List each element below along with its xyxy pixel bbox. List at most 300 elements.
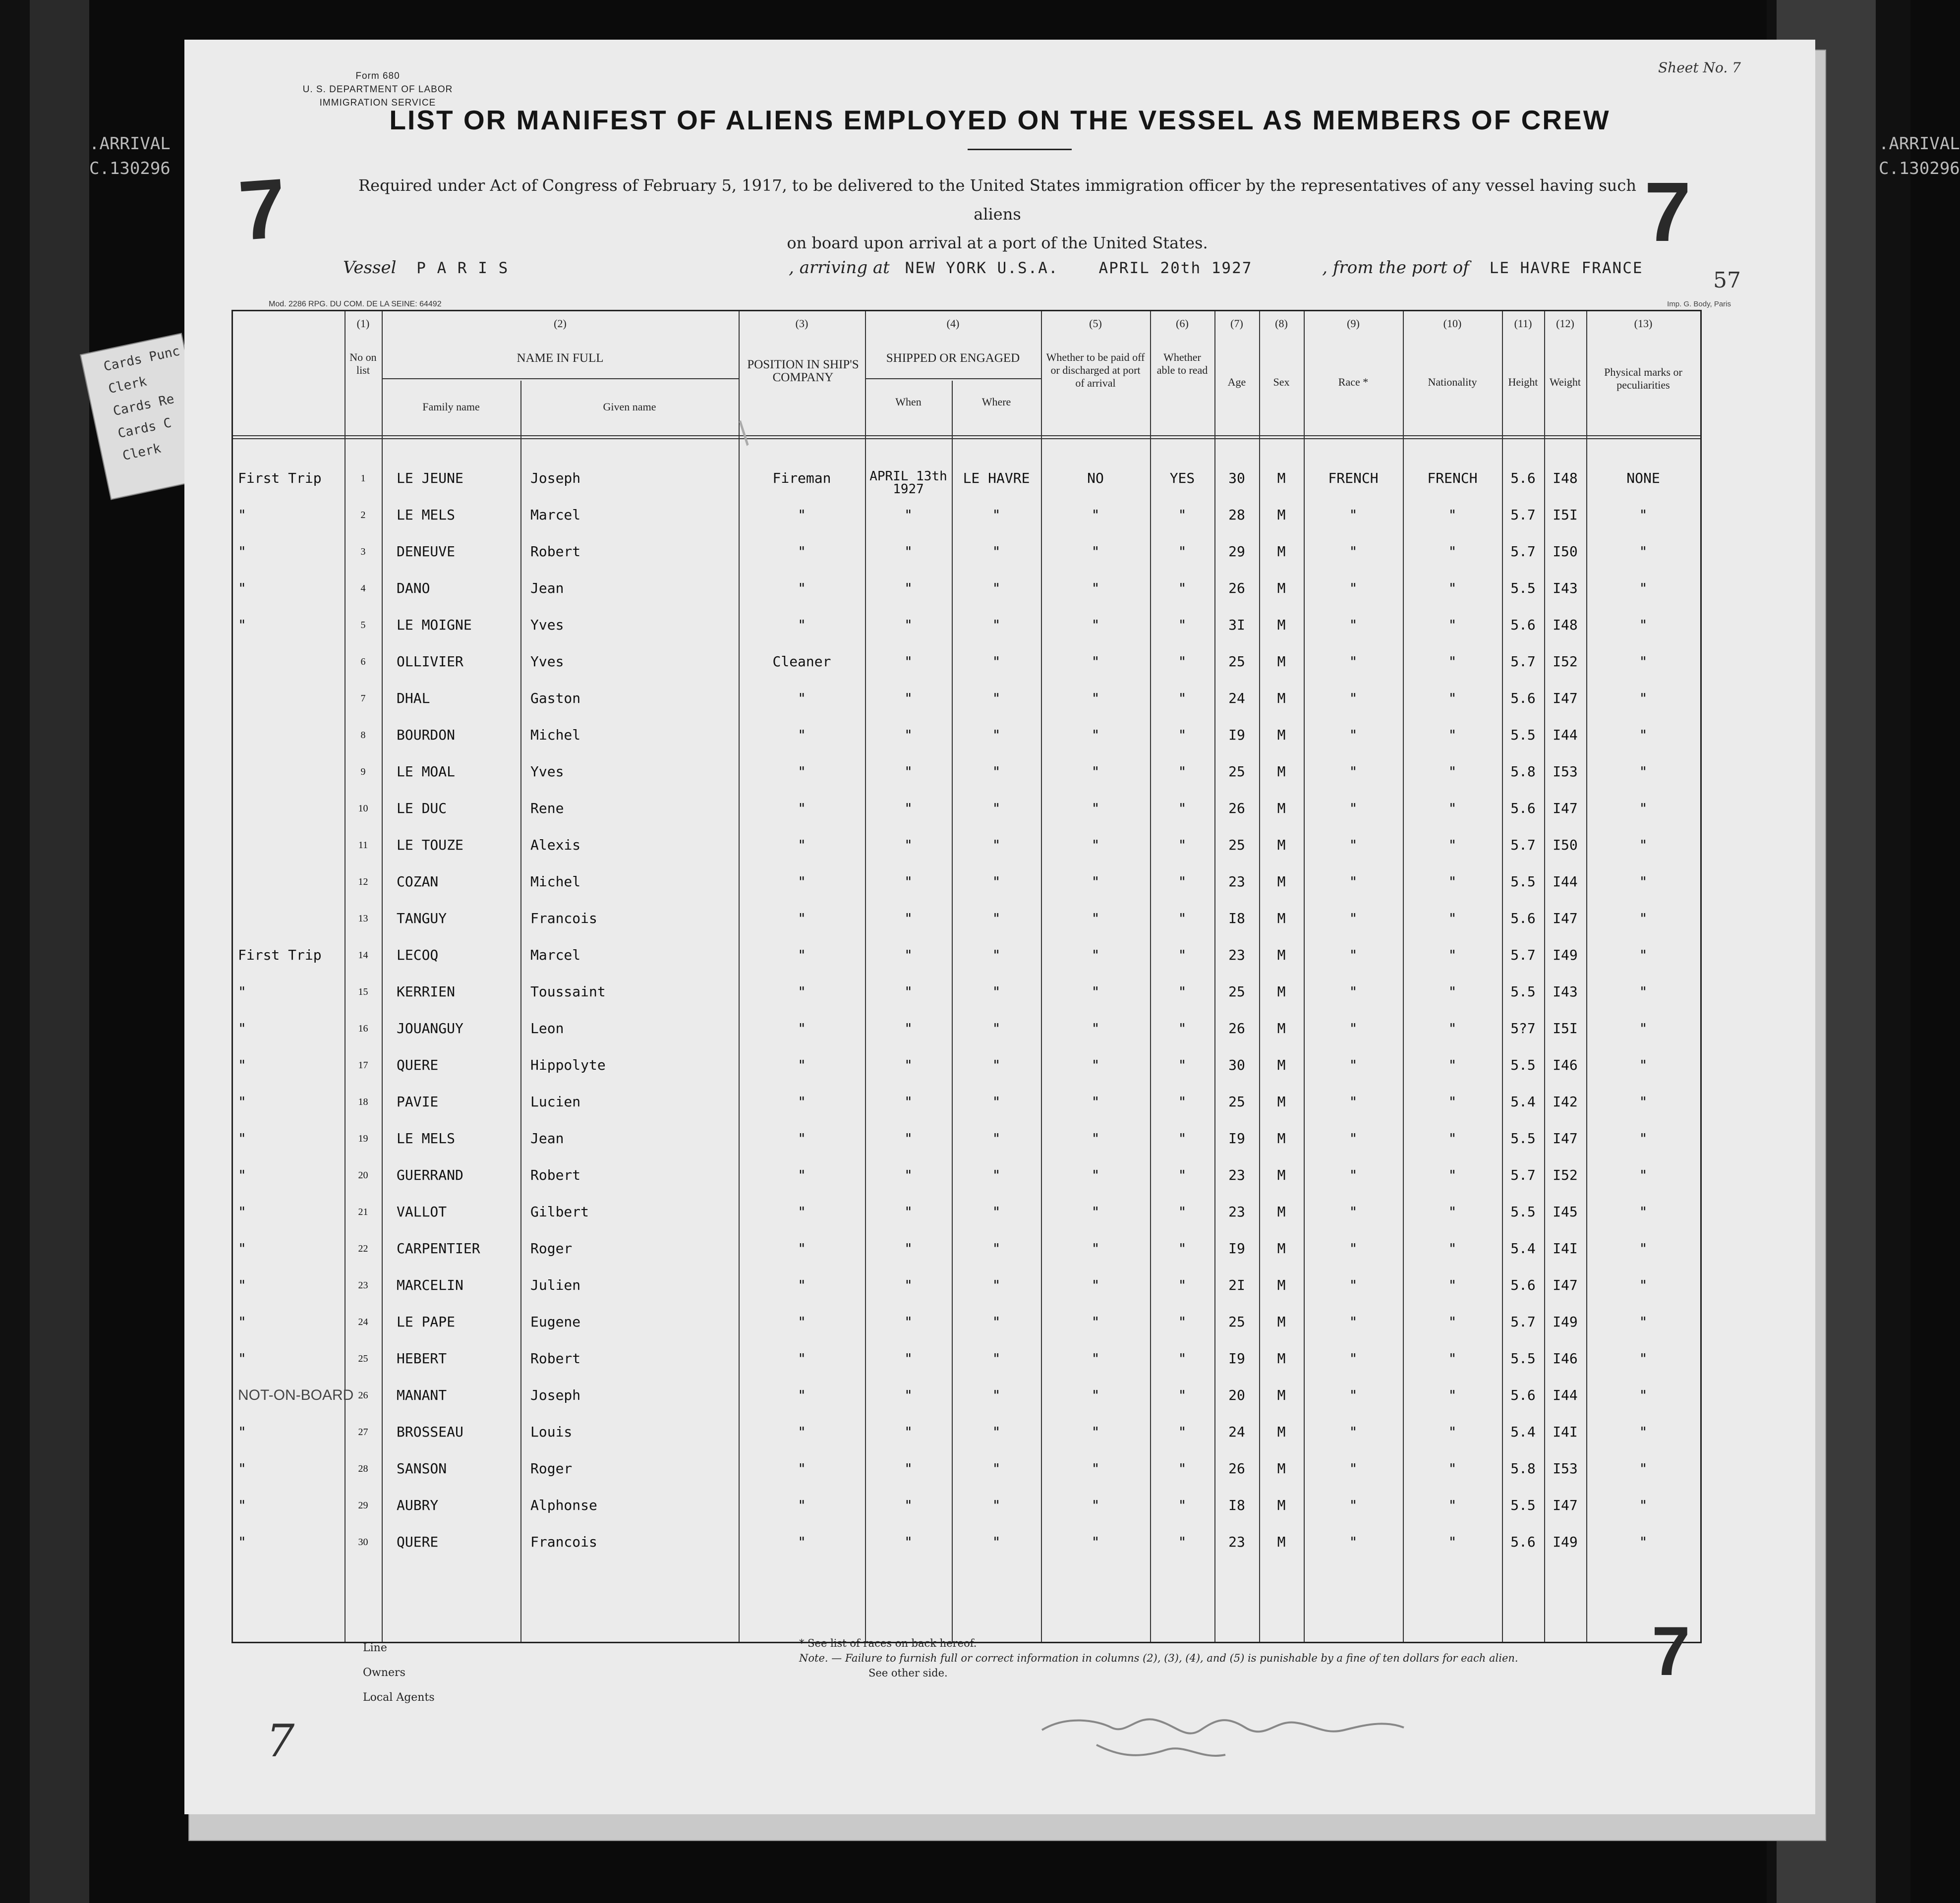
row-number: 26 bbox=[358, 1390, 368, 1401]
age: 25 bbox=[1228, 763, 1245, 780]
weight: I47 bbox=[1553, 910, 1578, 926]
nationality: " bbox=[1448, 653, 1457, 670]
position: " bbox=[798, 1460, 806, 1477]
sex: M bbox=[1277, 983, 1286, 1000]
paid-off: " bbox=[1091, 653, 1100, 670]
shipped-where: " bbox=[992, 800, 1001, 816]
able-to-read: " bbox=[1178, 947, 1187, 963]
race: " bbox=[1349, 1020, 1358, 1037]
able-to-read: " bbox=[1178, 837, 1187, 853]
weight: I53 bbox=[1553, 763, 1578, 780]
race: " bbox=[1349, 1497, 1358, 1513]
shipped-where: " bbox=[992, 1020, 1001, 1037]
shipped-where: " bbox=[992, 1314, 1001, 1330]
header-height: Height bbox=[1508, 376, 1538, 388]
able-to-read: " bbox=[1178, 1314, 1187, 1330]
physical-marks: " bbox=[1639, 910, 1648, 926]
row-number: 22 bbox=[358, 1243, 368, 1254]
sex: M bbox=[1277, 1277, 1286, 1293]
race: " bbox=[1349, 653, 1358, 670]
given-name: Roger bbox=[530, 1460, 573, 1477]
race: " bbox=[1349, 837, 1358, 853]
table-row bbox=[233, 1167, 1700, 1202]
race: " bbox=[1349, 580, 1358, 596]
paid-off: " bbox=[1091, 873, 1100, 890]
physical-marks: " bbox=[1639, 1534, 1648, 1550]
service-name: IMMIGRATION SERVICE bbox=[319, 98, 436, 108]
row-number: 29 bbox=[358, 1500, 368, 1511]
row-number: 10 bbox=[358, 803, 368, 814]
physical-marks: " bbox=[1639, 1130, 1648, 1147]
shipped-where: " bbox=[992, 1497, 1001, 1513]
paid-off: " bbox=[1091, 727, 1100, 743]
shipped-when: " bbox=[904, 800, 913, 816]
position: " bbox=[798, 1057, 806, 1073]
nationality: " bbox=[1448, 727, 1457, 743]
family-name: CARPENTIER bbox=[397, 1240, 480, 1257]
trip-note: NOT-ON-BOARD bbox=[238, 1387, 354, 1403]
sex: M bbox=[1277, 910, 1286, 926]
weight: I49 bbox=[1553, 947, 1578, 963]
table-row bbox=[233, 1130, 1700, 1165]
weight: I5I bbox=[1553, 507, 1578, 523]
trip-note: " bbox=[238, 1240, 246, 1257]
race: " bbox=[1349, 763, 1358, 780]
weight: I5I bbox=[1553, 1020, 1578, 1037]
nationality: " bbox=[1448, 837, 1457, 853]
table-row bbox=[233, 1350, 1700, 1385]
trip-note: " bbox=[238, 1424, 246, 1440]
trip-note: First Trip bbox=[238, 470, 322, 486]
table-row bbox=[233, 763, 1700, 798]
nationality: " bbox=[1448, 763, 1457, 780]
height: 5.5 bbox=[1510, 727, 1536, 743]
shipped-where: " bbox=[992, 1204, 1001, 1220]
height: 5.7 bbox=[1510, 947, 1536, 963]
height: 5.7 bbox=[1510, 837, 1536, 853]
nationality: " bbox=[1448, 507, 1457, 523]
weight: I46 bbox=[1553, 1057, 1578, 1073]
family-name: SANSON bbox=[397, 1460, 447, 1477]
position: " bbox=[798, 1204, 806, 1220]
given-name: Gilbert bbox=[530, 1204, 589, 1220]
able-to-read: " bbox=[1178, 983, 1187, 1000]
header-race: Race * bbox=[1338, 376, 1369, 388]
shipped-where: " bbox=[992, 983, 1001, 1000]
sheet-value: 7 bbox=[1732, 59, 1741, 76]
paid-off: " bbox=[1091, 1534, 1100, 1550]
sex: M bbox=[1277, 1314, 1286, 1330]
shipped-when: " bbox=[904, 1534, 913, 1550]
given-name: Louis bbox=[530, 1424, 573, 1440]
page-number: 57 bbox=[1713, 268, 1741, 293]
sex: M bbox=[1277, 653, 1286, 670]
trip-note: " bbox=[238, 1534, 246, 1550]
sex: M bbox=[1277, 507, 1286, 523]
height: 5.6 bbox=[1510, 1277, 1536, 1293]
sex: M bbox=[1277, 1057, 1286, 1073]
nationality: " bbox=[1448, 1497, 1457, 1513]
physical-marks: " bbox=[1639, 1240, 1648, 1257]
age: 23 bbox=[1228, 1167, 1245, 1183]
col-number: (5) bbox=[1089, 317, 1102, 330]
nationality: " bbox=[1448, 1094, 1457, 1110]
family-name: DANO bbox=[397, 580, 430, 596]
sex: M bbox=[1277, 1020, 1286, 1037]
height: 5.5 bbox=[1510, 1204, 1536, 1220]
header-bottom-rule bbox=[233, 438, 1700, 439]
table-row bbox=[233, 727, 1700, 761]
height: 5?7 bbox=[1510, 1020, 1536, 1037]
weight: I50 bbox=[1553, 543, 1578, 560]
trip-note: " bbox=[238, 507, 246, 523]
race: FRENCH bbox=[1328, 470, 1379, 486]
family-name: MANANT bbox=[397, 1387, 447, 1403]
header-bottom-rule bbox=[233, 435, 1700, 436]
given-name: Robert bbox=[530, 543, 581, 560]
weight: I49 bbox=[1553, 1534, 1578, 1550]
position: " bbox=[798, 983, 806, 1000]
position: " bbox=[798, 507, 806, 523]
header-sex: Sex bbox=[1273, 376, 1290, 388]
table-row bbox=[233, 1277, 1700, 1312]
paid-off: " bbox=[1091, 910, 1100, 926]
nationality: " bbox=[1448, 1167, 1457, 1183]
col-number: (3) bbox=[795, 317, 808, 330]
row-number: 7 bbox=[360, 693, 366, 704]
given-name: Robert bbox=[530, 1350, 581, 1367]
paid-off: " bbox=[1091, 580, 1100, 596]
nationality: " bbox=[1448, 1204, 1457, 1220]
arriving-label: , arriving at bbox=[789, 258, 890, 278]
header-given-name: Given name bbox=[603, 401, 656, 413]
shipped-where: " bbox=[992, 763, 1001, 780]
sex: M bbox=[1277, 1094, 1286, 1110]
table-row bbox=[233, 617, 1700, 651]
header-weight: Weight bbox=[1550, 376, 1581, 388]
position: " bbox=[798, 1534, 806, 1550]
nationality: " bbox=[1448, 1534, 1457, 1550]
nationality: " bbox=[1448, 1240, 1457, 1257]
col-number: (9) bbox=[1347, 317, 1360, 330]
corner-number: 7 bbox=[1652, 1612, 1690, 1690]
position: " bbox=[798, 910, 806, 926]
big-number-right: 7 bbox=[1644, 165, 1691, 259]
age: 24 bbox=[1228, 1424, 1245, 1440]
nationality: " bbox=[1448, 800, 1457, 816]
family-name: LE MOIGNE bbox=[397, 617, 472, 633]
trip-note: " bbox=[238, 617, 246, 633]
able-to-read: " bbox=[1178, 1277, 1187, 1293]
paid-off: " bbox=[1091, 1204, 1100, 1220]
able-to-read: " bbox=[1178, 1057, 1187, 1073]
age: 24 bbox=[1228, 690, 1245, 706]
owners-label: Owners bbox=[363, 1667, 405, 1679]
family-name: QUERE bbox=[397, 1057, 439, 1073]
from-port: LE HAVRE FRANCE bbox=[1489, 259, 1643, 277]
table-row bbox=[233, 1497, 1700, 1532]
trip-note: " bbox=[238, 1167, 246, 1183]
physical-marks: " bbox=[1639, 800, 1648, 816]
given-name: Jean bbox=[530, 580, 564, 596]
family-name: GUERRAND bbox=[397, 1167, 463, 1183]
shipped-where: " bbox=[992, 507, 1001, 523]
card-line: Cards C bbox=[116, 415, 173, 442]
family-name: HEBERT bbox=[397, 1350, 447, 1367]
age: 23 bbox=[1228, 873, 1245, 890]
shipped-where: " bbox=[992, 1130, 1001, 1147]
paid-off: " bbox=[1091, 1424, 1100, 1440]
height: 5.6 bbox=[1510, 1534, 1536, 1550]
paid-off: " bbox=[1091, 543, 1100, 560]
table-row bbox=[233, 1094, 1700, 1128]
sex: M bbox=[1277, 617, 1286, 633]
physical-marks: " bbox=[1639, 690, 1648, 706]
trip-note: " bbox=[238, 1130, 246, 1147]
shipped-when: " bbox=[904, 617, 913, 633]
table-row bbox=[233, 1314, 1700, 1348]
family-name: LE MELS bbox=[397, 1130, 456, 1147]
physical-marks: " bbox=[1639, 763, 1648, 780]
shipped-when: " bbox=[904, 727, 913, 743]
height: 5.6 bbox=[1510, 690, 1536, 706]
age: 25 bbox=[1228, 983, 1245, 1000]
physical-marks: " bbox=[1639, 727, 1648, 743]
position: " bbox=[798, 763, 806, 780]
row-number: 20 bbox=[358, 1170, 368, 1181]
department-name: U. S. DEPARTMENT OF LABOR bbox=[302, 84, 453, 95]
trip-note: " bbox=[238, 543, 246, 560]
race: " bbox=[1349, 1204, 1358, 1220]
physical-marks: " bbox=[1639, 580, 1648, 596]
physical-marks: " bbox=[1639, 507, 1648, 523]
shipped-when: " bbox=[904, 837, 913, 853]
vessel-name: P A R I S bbox=[416, 259, 509, 277]
row-number: 18 bbox=[358, 1096, 368, 1107]
given-name: Yves bbox=[530, 617, 564, 633]
given-name: Joseph bbox=[530, 470, 581, 486]
col-number: (11) bbox=[1514, 317, 1532, 330]
weight: I52 bbox=[1553, 653, 1578, 670]
subtitle-line-2: on board upon arrival at a port of the United States. bbox=[787, 233, 1208, 252]
able-to-read: " bbox=[1178, 910, 1187, 926]
shipped-where: " bbox=[992, 837, 1001, 853]
race: " bbox=[1349, 1240, 1358, 1257]
header-divider bbox=[865, 378, 1041, 379]
race: " bbox=[1349, 800, 1358, 816]
row-number: 16 bbox=[358, 1023, 368, 1034]
physical-marks: " bbox=[1639, 873, 1648, 890]
shipped-when: " bbox=[904, 1240, 913, 1257]
height: 5.5 bbox=[1510, 580, 1536, 596]
able-to-read: " bbox=[1178, 1460, 1187, 1477]
family-name: COZAN bbox=[397, 873, 439, 890]
race: " bbox=[1349, 617, 1358, 633]
physical-marks: " bbox=[1639, 1167, 1648, 1183]
family-name: LECOQ bbox=[397, 947, 439, 963]
given-name: Michel bbox=[530, 727, 581, 743]
col-number: (4) bbox=[946, 317, 960, 330]
footer-note bbox=[799, 1636, 1543, 1680]
paid-off: " bbox=[1091, 1350, 1100, 1367]
trip-note: " bbox=[238, 1314, 246, 1330]
paid-off: " bbox=[1091, 1314, 1100, 1330]
card-line: Cards Punc bbox=[102, 344, 181, 375]
height: 5.6 bbox=[1510, 470, 1536, 486]
penalty-note: Note. — Failure to furnish full or correct information in columns (2), (3), (4), and (5) is punishable by a fine of ten dollars for each alien. bbox=[799, 1652, 1518, 1664]
position: " bbox=[798, 1424, 806, 1440]
header-physical-marks: Physical marks or peculiarities bbox=[1604, 366, 1682, 391]
able-to-read: " bbox=[1178, 727, 1187, 743]
given-name: Robert bbox=[530, 1167, 581, 1183]
printer-line: Imp. G. Body, Paris bbox=[1667, 300, 1731, 308]
table-row bbox=[233, 1240, 1700, 1275]
race: " bbox=[1349, 1130, 1358, 1147]
row-number: 11 bbox=[358, 840, 368, 851]
shipped-when: " bbox=[904, 910, 913, 926]
physical-marks: " bbox=[1639, 1094, 1648, 1110]
paid-off: " bbox=[1091, 690, 1100, 706]
trip-note: " bbox=[238, 1020, 246, 1037]
weight: I50 bbox=[1553, 837, 1578, 853]
height: 5.6 bbox=[1510, 910, 1536, 926]
able-to-read: " bbox=[1178, 653, 1187, 670]
weight: I43 bbox=[1553, 580, 1578, 596]
sex: M bbox=[1277, 1167, 1286, 1183]
row-number: 13 bbox=[358, 913, 368, 924]
paid-off: NO bbox=[1087, 470, 1104, 486]
shipped-where: " bbox=[992, 690, 1001, 706]
physical-marks: " bbox=[1639, 617, 1648, 633]
shipped-where: " bbox=[992, 873, 1001, 890]
row-number: 27 bbox=[358, 1427, 368, 1438]
form-identifier bbox=[288, 69, 467, 110]
family-name: PAVIE bbox=[397, 1094, 439, 1110]
family-name: LE MELS bbox=[397, 507, 456, 523]
position: " bbox=[798, 873, 806, 890]
height: 5.8 bbox=[1510, 1460, 1536, 1477]
family-name: BROSSEAU bbox=[397, 1424, 463, 1440]
table-row bbox=[233, 800, 1700, 835]
trip-note: " bbox=[238, 1350, 246, 1367]
position: " bbox=[798, 543, 806, 560]
age: 30 bbox=[1228, 1057, 1245, 1073]
header-paid-off: Whether to be paid off or discharged at port of arrival bbox=[1046, 351, 1145, 389]
position: " bbox=[798, 837, 806, 853]
family-name: QUERE bbox=[397, 1534, 439, 1550]
height: 5.7 bbox=[1510, 1314, 1536, 1330]
shipped-where: " bbox=[992, 1534, 1001, 1550]
physical-marks: " bbox=[1639, 1277, 1648, 1293]
able-to-read: " bbox=[1178, 1204, 1187, 1220]
shipped-where: " bbox=[992, 1387, 1001, 1403]
shipped-when: " bbox=[904, 580, 913, 596]
header-position: POSITION IN SHIP'S COMPANY bbox=[747, 358, 859, 384]
col-number: (7) bbox=[1230, 317, 1243, 330]
col-number: (6) bbox=[1176, 317, 1189, 330]
shipped-when: " bbox=[904, 1094, 913, 1110]
shipped-where: " bbox=[992, 727, 1001, 743]
header-name: NAME IN FULL bbox=[517, 351, 604, 365]
position: " bbox=[798, 1277, 806, 1293]
position: " bbox=[798, 690, 806, 706]
nationality: FRENCH bbox=[1427, 470, 1478, 486]
physical-marks: " bbox=[1639, 1387, 1648, 1403]
shipped-where: LE HAVRE bbox=[963, 470, 1030, 486]
row-number: 28 bbox=[358, 1463, 368, 1474]
header-age: Age bbox=[1227, 376, 1246, 388]
age: 20 bbox=[1228, 1387, 1245, 1403]
able-to-read: " bbox=[1178, 690, 1187, 706]
given-name: Joseph bbox=[530, 1387, 581, 1403]
given-name: Eugene bbox=[530, 1314, 581, 1330]
sex: M bbox=[1277, 873, 1286, 890]
row-number: 6 bbox=[360, 656, 366, 667]
family-name: LE MOAL bbox=[397, 763, 456, 780]
race: " bbox=[1349, 1460, 1358, 1477]
position: " bbox=[798, 1314, 806, 1330]
table-row bbox=[233, 910, 1700, 945]
age: I9 bbox=[1228, 1350, 1245, 1367]
line-label: Line bbox=[363, 1642, 387, 1654]
able-to-read: " bbox=[1178, 1534, 1187, 1550]
weight: I47 bbox=[1553, 1497, 1578, 1513]
paid-off: " bbox=[1091, 617, 1100, 633]
age: 23 bbox=[1228, 947, 1245, 963]
able-to-read: " bbox=[1178, 1020, 1187, 1037]
col-number: (12) bbox=[1556, 317, 1574, 330]
physical-marks: " bbox=[1639, 1314, 1648, 1330]
paid-off: " bbox=[1091, 800, 1100, 816]
paid-off: " bbox=[1091, 947, 1100, 963]
age: 26 bbox=[1228, 800, 1245, 816]
header-divider bbox=[382, 378, 739, 379]
sex: M bbox=[1277, 1387, 1286, 1403]
shipped-where: " bbox=[992, 1424, 1001, 1440]
trip-note: " bbox=[238, 1497, 246, 1513]
height: 5.6 bbox=[1510, 1387, 1536, 1403]
weight: I52 bbox=[1553, 1167, 1578, 1183]
row-number: 5 bbox=[360, 620, 366, 631]
nationality: " bbox=[1448, 617, 1457, 633]
table-row bbox=[233, 1534, 1700, 1568]
nationality: " bbox=[1448, 543, 1457, 560]
family-name: BOURDON bbox=[397, 727, 456, 743]
physical-marks: " bbox=[1639, 653, 1648, 670]
race: " bbox=[1349, 910, 1358, 926]
trip-note: " bbox=[238, 983, 246, 1000]
card-line: Cards Re bbox=[112, 391, 176, 419]
weight: I4I bbox=[1553, 1240, 1578, 1257]
table-row bbox=[233, 1057, 1700, 1092]
shipped-where: " bbox=[992, 1057, 1001, 1073]
family-name: MARCELIN bbox=[397, 1277, 463, 1293]
weight: I47 bbox=[1553, 690, 1578, 706]
height: 5.5 bbox=[1510, 1130, 1536, 1147]
given-name: Alphonse bbox=[530, 1497, 597, 1513]
family-name: JOUANGUY bbox=[397, 1020, 463, 1037]
manifest-page bbox=[184, 40, 1815, 1814]
family-name: DENEUVE bbox=[397, 543, 456, 560]
left-arrival-label: .ARRIVAL bbox=[89, 134, 171, 154]
age: I8 bbox=[1228, 1497, 1245, 1513]
row-number: 15 bbox=[358, 986, 368, 997]
check-mark: / bbox=[729, 415, 758, 450]
position: " bbox=[798, 1350, 806, 1367]
physical-marks: NONE bbox=[1626, 470, 1660, 486]
height: 5.7 bbox=[1510, 653, 1536, 670]
weight: I42 bbox=[1553, 1094, 1578, 1110]
